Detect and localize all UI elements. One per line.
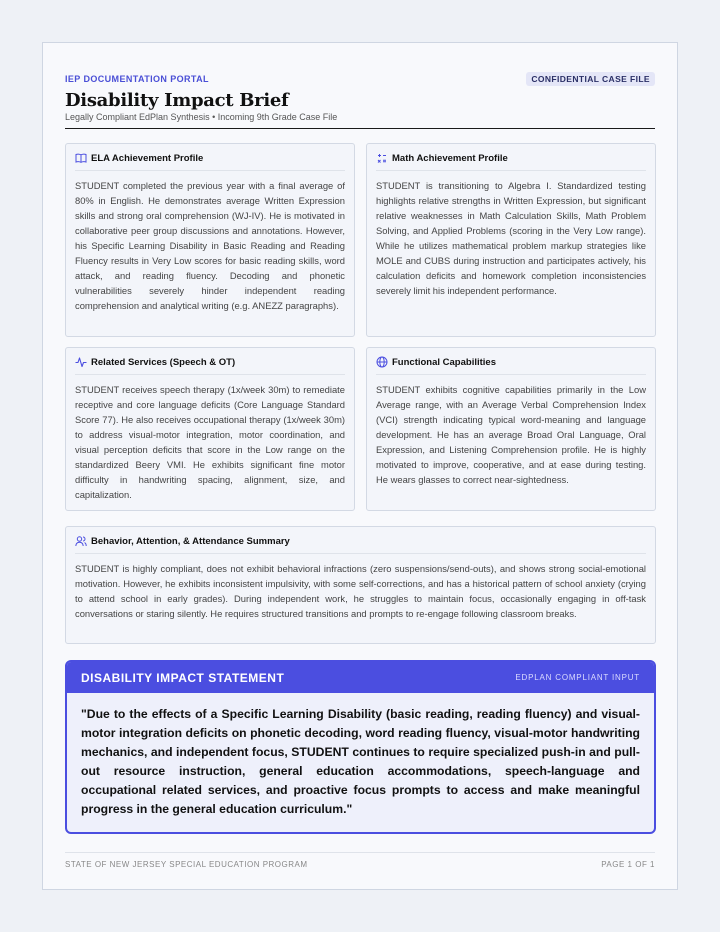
impact-statement-tag: EDPLAN COMPLIANT INPUT <box>515 673 640 682</box>
impact-statement-header <box>67 662 654 693</box>
impact-statement-title: DISABILITY IMPACT STATEMENT <box>81 670 285 685</box>
behavior-card-header <box>75 535 646 554</box>
math-card <box>366 143 656 337</box>
activity-icon <box>75 356 87 368</box>
ela-card <box>65 143 355 337</box>
document-page <box>42 42 678 890</box>
globe-icon <box>376 356 388 368</box>
services-card-title: Related Services (Speech & OT) <box>91 356 236 368</box>
functional-card <box>366 347 656 511</box>
ela-card-header <box>75 152 345 171</box>
page-title: Disability Impact Brief <box>65 90 289 111</box>
functional-card-title: Functional Capabilities <box>392 356 496 368</box>
page-footer <box>65 852 655 869</box>
impact-statement-body: "Due to the effects of a Specific Learning Disability (basic reading, reading fluency) and visual-motor integration deficits on phonetic decoding, word reading fluency, visual-motor handwriting mechanics, and independent focus, STUDENT continues to require specialized push-in and pull-out resource instruction, general education accommodations, speech-language and occupational related services, and proactive focus prompts to access and make meaningful progress in the general education curriculum." <box>81 707 640 816</box>
math-symbols-icon <box>376 152 388 164</box>
math-card-body: STUDENT is transitioning to Algebra I. Standardized testing highlights relative strengths in Written Expression, but significant relative weaknesses in Math Calculation Skills, Math Problem Solving, and Applied Problems (scoring in the Very Low range). While he utilizes mathematical problem markup strategies like MOLE and CUBS during instruction and participates actively, his calculation deficits and homework completion inconsistencies severely limit his independent performance. <box>376 180 646 296</box>
ela-card-title: ELA Achievement Profile <box>91 152 204 164</box>
services-card-body: STUDENT receives speech therapy (1x/week 30m) to remediate receptive and core language deficits (Core Language Standard Score 77). He also receives occupational therapy (1x/week 30m) to address visual-motor integration, motor coordination, and visual perception deficits that score in the Low range on the standardized Beery VMI. He exhibits significant fine motor difficulty in handwriting spacing, alignment, size, and capitalization. <box>75 384 345 500</box>
footer-page-number: PAGE 1 OF 1 <box>601 860 655 869</box>
header-divider <box>65 128 655 129</box>
confidential-badge: CONFIDENTIAL CASE FILE <box>526 72 655 86</box>
ela-card-body: STUDENT completed the previous year with a final average of 80% in English. He demonstrates average Written Expression skills and strong oral comprehension (WJ-IV). He is motivated in collaborative peer group discussions and annotations. However, his Specific Learning Disability in Basic Reading and Reading Fluency results in Very Low scores for basic reading skills, word attack, and reading fluency. Decoding and phonetic vulnerabilities severely hinder independent reading comprehension and analytical writing (e.g. ANEZZ paragraphs). <box>75 180 345 311</box>
behavior-card-body: STUDENT is highly compliant, does not exhibit behavioral infractions (zero suspensions/send-outs), and shows strong social-emotional motivation. However, he exhibits inconsistent impulsivity, with some self-corrections, and has a historical pattern of school anxiety (crying to attend school in early grades). During independent work, he struggles to maintain focus, occasionally engaging in off-task conversations or staring silently. He requires structured transitions and prompts to re-engage following classroom breaks. <box>75 563 646 619</box>
portal-label: IEP DOCUMENTATION PORTAL <box>65 74 209 84</box>
behavior-card <box>65 526 656 644</box>
services-card <box>65 347 355 511</box>
page-subtitle: Legally Compliant EdPlan Synthesis • Incoming 9th Grade Case File <box>65 112 338 122</box>
header-top <box>65 71 655 87</box>
functional-card-header <box>376 356 646 375</box>
math-card-title: Math Achievement Profile <box>392 152 508 164</box>
services-card-header <box>75 356 345 375</box>
functional-card-body: STUDENT exhibits cognitive capabilities primarily in the Low Average range, with an Average Verbal Comprehension Index (VCI) strength indicating typical word-meaning and language development. He has an average Broad Oral Language, Oral Expression, and Listening Comprehension profile. He is highly motivated to improve, cooperative, and at ease during testing. He wears glasses to correct near-sightedness. <box>376 384 646 485</box>
users-icon <box>75 535 87 547</box>
impact-statement-panel <box>65 660 656 834</box>
math-card-header <box>376 152 646 171</box>
book-icon <box>75 152 87 164</box>
behavior-card-title: Behavior, Attention, & Attendance Summary <box>91 535 290 547</box>
footer-program: STATE OF NEW JERSEY SPECIAL EDUCATION PROGRAM <box>65 860 308 869</box>
